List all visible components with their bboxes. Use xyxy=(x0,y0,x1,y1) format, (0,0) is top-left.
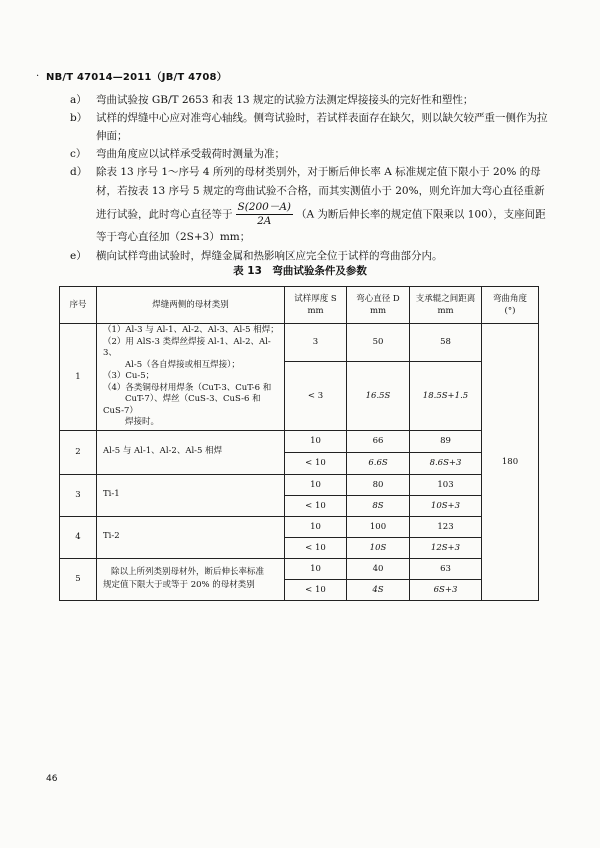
cell-spacing: 63 xyxy=(410,558,482,579)
item-text: 横向试样弯曲试验时，焊缝金属和热影响区应完全位于试样的弯曲部分内。 xyxy=(96,250,443,262)
cell-spacing: 58 xyxy=(410,324,482,362)
table-row xyxy=(60,474,539,495)
table-row xyxy=(60,516,539,537)
header-diameter: 弯心直径 D mm xyxy=(347,287,410,324)
header-seq: 序号 xyxy=(60,287,97,324)
item-label: c） xyxy=(70,148,87,160)
cell-material: （1）Al-3 与 Al-1、Al-2、Al-3、Al-5 相焊； （2）用 AlS-3 类焊丝焊接 Al-1、Al-2、Al-3、 Al-5（各自焊接或相互焊接）； （3）Cu-5； （4）各类铜母材用焊条（CuT-3、CuT-6 和 CuT-7）、焊丝（CuS-3、CuS-6 和 CuS-7） 焊接时。 xyxy=(97,324,285,431)
cell-material: Ti-2 xyxy=(97,516,285,558)
item-text: 弯曲试验按 GB/T 2653 和表 13 规定的试验方法测定焊接接头的完好性和塑性； xyxy=(96,94,474,106)
formula-numerator: S(200－A) xyxy=(237,201,292,213)
cell-diameter: 4S xyxy=(347,579,410,600)
item-label: b） xyxy=(70,112,88,124)
document-header: NB/T 47014—2011（JB/T 4708） xyxy=(46,72,227,83)
item-text: 弯曲角度应以试样承受载荷时测量为准； xyxy=(96,148,285,160)
bend-diameter-formula xyxy=(236,201,294,228)
cell-spacing: 6S+3 xyxy=(410,579,482,600)
table-caption: 表 13 弯曲试验条件及参数 xyxy=(233,265,367,277)
cell-diameter: 100 xyxy=(347,516,410,537)
cell-seq: 2 xyxy=(60,430,97,474)
table-row xyxy=(60,558,539,579)
cell-seq: 1 xyxy=(60,324,97,431)
cell-thickness: 10 xyxy=(285,474,347,495)
cell-seq: 3 xyxy=(60,474,97,516)
list-item-a xyxy=(70,91,550,109)
cell-spacing: 10S+3 xyxy=(410,495,482,516)
cell-thickness: < 10 xyxy=(285,537,347,558)
table-header-row xyxy=(60,287,539,324)
requirement-list xyxy=(70,91,550,265)
cell-thickness: 10 xyxy=(285,430,347,452)
item-label: d） xyxy=(70,166,88,178)
cell-spacing: 103 xyxy=(410,474,482,495)
header-thickness: 试样厚度 S mm xyxy=(285,287,347,324)
header-angle: 弯曲角度 (°) xyxy=(482,287,539,324)
list-item-c xyxy=(70,145,550,163)
formula-denominator: 2A xyxy=(257,215,272,227)
cell-material: 除以上所列类别母材外，断后伸长率标准 规定值下限大于或等于 20% 的母材类别 xyxy=(97,558,285,600)
cell-diameter: 66 xyxy=(347,430,410,452)
item-text-before: 除表 13 序号 1～序号 4 所列的母材类别外，对于断后伸长率 A 标准规定值下限小于 20% 的母材，若按表 13 序号 5 规定的弯曲试验不合格，而其实测值小于 20%，则允许加大弯心直径重新进行试验，此时弯心直径等于 xyxy=(96,166,545,221)
margin-dot: . xyxy=(36,68,40,79)
list-item-b xyxy=(70,109,550,145)
cell-thickness: 10 xyxy=(285,516,347,537)
cell-angle: 180 xyxy=(482,324,539,601)
cell-thickness: < 10 xyxy=(285,579,347,600)
cell-thickness: 10 xyxy=(285,558,347,579)
cell-diameter: 8S xyxy=(347,495,410,516)
cell-seq: 4 xyxy=(60,516,97,558)
cell-spacing: 8.6S+3 xyxy=(410,452,482,474)
cell-spacing: 12S+3 xyxy=(410,537,482,558)
cell-seq: 5 xyxy=(60,558,97,600)
cell-thickness: < 10 xyxy=(285,452,347,474)
cell-material: Ti-1 xyxy=(97,474,285,516)
item-label: e） xyxy=(70,250,87,262)
cell-diameter: 10S xyxy=(347,537,410,558)
cell-spacing: 89 xyxy=(410,430,482,452)
cell-diameter: 6.6S xyxy=(347,452,410,474)
cell-thickness: < 10 xyxy=(285,495,347,516)
bend-test-table xyxy=(59,286,539,601)
cell-material: Al-5 与 Al-1、Al-2、Al-5 相焊 xyxy=(97,430,285,474)
cell-thickness: < 3 xyxy=(285,361,347,430)
table-row xyxy=(60,430,539,452)
item-text: 试样的焊缝中心应对准弯心轴线。侧弯试验时，若试样表面存在缺欠，则以缺欠较严重一侧作为拉伸面； xyxy=(96,112,548,142)
cell-diameter: 80 xyxy=(347,474,410,495)
item-label: a） xyxy=(70,94,87,106)
table-row xyxy=(60,324,539,362)
cell-spacing: 123 xyxy=(410,516,482,537)
cell-diameter: 40 xyxy=(347,558,410,579)
header-spacing: 支承辊之间距离 mm xyxy=(410,287,482,324)
header-material: 焊缝两侧的母材类别 xyxy=(97,287,285,324)
cell-diameter: 16.5S xyxy=(347,361,410,430)
item-text-after: （A 为断后伸长率的规定值下限乘以 100），支座间距等于弯心直径加（2S+3）mm； xyxy=(96,208,546,243)
cell-diameter: 50 xyxy=(347,324,410,362)
page-number: 46 xyxy=(46,774,58,784)
list-item-d xyxy=(70,163,550,247)
cell-thickness: 3 xyxy=(285,324,347,362)
cell-spacing: 18.5S+1.5 xyxy=(410,361,482,430)
